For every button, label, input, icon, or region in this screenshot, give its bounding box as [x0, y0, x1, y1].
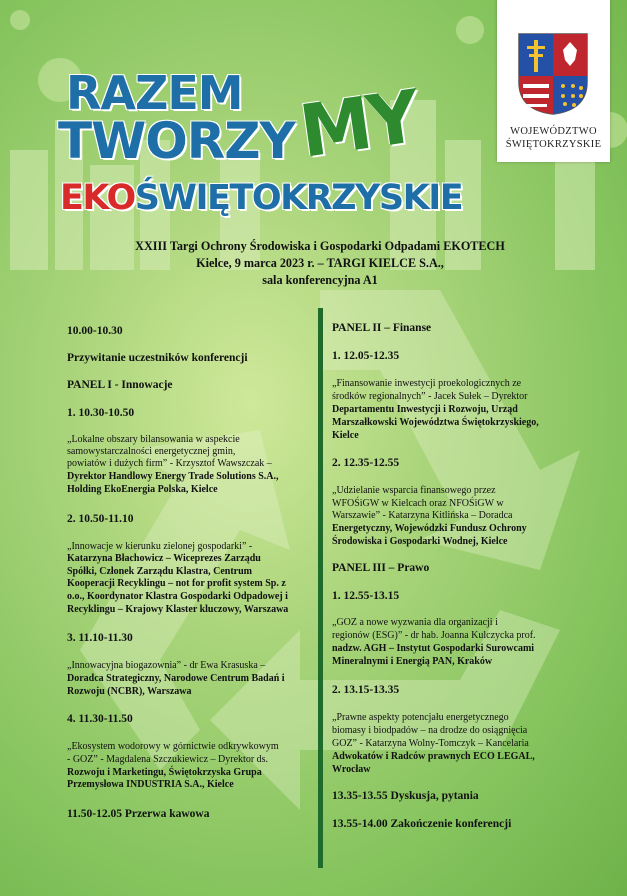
session2-line1: „Innowacje w kierunku zielonej gospodarki” - [67, 541, 253, 552]
subtitle-line2: Kielce, 9 marca 2023 r. – TARGI KIELCE S.A., [196, 256, 444, 270]
closing: 13.55-14.00 Zakończenie konferencji [332, 818, 512, 830]
panel2-session1-line4: Marszałkowski Województwa Świętokrzyskiego, [332, 417, 539, 428]
voivodeship-logo [497, 0, 610, 162]
panel3-session2-line1: „Prawne aspekty potencjału energetycznego [332, 712, 509, 723]
panel3-session2-time: 2. 13.15-13.35 [332, 684, 400, 696]
headline-line1: RAZEM [66, 66, 243, 120]
panel3-heading: PANEL III – Prawo [332, 562, 430, 574]
session1-line5: Holding EkoEnergia Polska, Kielce [67, 484, 218, 495]
panel2-session2-time: 2. 12.35-12.55 [332, 457, 400, 469]
logo-text-line1: WOJEWÓDZTWO [510, 126, 597, 137]
subtitle-line1: XXIII Targi Ochrony Środowiska i Gospodarki Odpadami EKOTECH [135, 239, 505, 253]
coffee-break: 11.50-12.05 Przerwa kawowa [67, 808, 210, 820]
session4-line3: Rozwoju i Marketingu, Świętokrzyska Grupa [67, 767, 262, 778]
coat-of-arms-icon [517, 32, 589, 116]
session4-line1: „Ekosystem wodorowy w górnictwie odkrywkowym [67, 741, 279, 752]
welcome-text: Przywitanie uczestników konferencji [67, 352, 248, 364]
discussion: 13.35-13.55 Dyskusja, pytania [332, 790, 479, 802]
session1-line1: „Lokalne obszary bilansowania w aspekcie [67, 434, 240, 445]
session3-line1: „Innowacyjna biogazownia” - dr Ewa Krasuska – [67, 660, 266, 671]
panel3-session1-line3: nadzw. AGH – Instytut Gospodarki Surowcami [332, 643, 535, 654]
panel3-session1-line1: „GOZ a nowe wyzwania dla organizacji i [332, 617, 498, 628]
session3-line2: Doradca Strategiczny, Narodowe Centrum Badań i [67, 673, 285, 684]
panel1-heading: PANEL I - Innowacje [67, 379, 173, 391]
session2-line4: Kooperacji Recyklingu – not for profit system Sp. z [67, 578, 286, 589]
subtitle-line3: sala konferencyjna A1 [262, 273, 378, 287]
panel3-session1-line4: Mineralnymi i Energią PAN, Kraków [332, 656, 493, 667]
session3-time: 3. 11.10-11.30 [67, 632, 133, 644]
session1-line2: samowystarczalności energetycznej gmin, [67, 446, 236, 457]
opening-time: 10.00-10.30 [67, 325, 123, 337]
panel2-session1-line5: Kielce [332, 430, 359, 441]
panel2-session1-time: 1. 12.05-12.35 [332, 350, 400, 362]
panel3-session2-line3: GOZ” - Katarzyna Wolny-Tomczyk – Kancelaria [332, 738, 529, 749]
headline-accent: MY [294, 74, 422, 174]
logo-text-line2: ŚWIĘTOKRZYSKIE [505, 139, 602, 150]
session2-line2: Katarzyna Błachowicz – Wiceprezes Zarządu [67, 553, 261, 564]
session4-line2: - GOZ” - Magdalena Szczukiewicz – Dyrektor ds. [67, 754, 269, 765]
panel3-session1-line2: regionów (ESG)” - dr hab. Joanna Kulczycka prof. [332, 630, 536, 641]
column-divider [318, 308, 323, 868]
panel3-session2-line4: Adwokatów i Radców prawnych ECO LEGAL, [332, 751, 535, 762]
panel2-heading: PANEL II – Finanse [332, 322, 432, 334]
session2-line5: o.o., Koordynator Klastra Gospodarki Odpadowej i [67, 591, 288, 602]
panel2-session2-line2: WFOŚiGW w Kielcach oraz NFOŚiGW w [332, 498, 504, 509]
session2-line6: Recyklingu – Krajowy Klaster kluczowy, Warszawa [67, 604, 289, 615]
panel2-session2-line3: Warszawie” - Katarzyna Kitlińska – Doradca [332, 510, 513, 521]
headline-region: ŚWIĘTOKRZYSKIE [134, 178, 463, 218]
headline-line3 [60, 178, 462, 218]
session4-time: 4. 11.30-11.50 [67, 713, 133, 725]
panel2-session2-line4: Energetyczny, Wojewódzki Fundusz Ochrony [332, 523, 527, 534]
headline-eko: EKO [60, 178, 135, 218]
panel2-session2-line5: Środowiska i Gospodarki Wodnej, Kielce [332, 536, 508, 547]
session1-line3: powiatów i dużych firm” - Krzysztof Wawszczak – [67, 458, 272, 469]
session2-time: 2. 10.50-11.10 [67, 513, 134, 525]
panel2-session2-line1: „Udzielanie wsparcia finansowego przez [332, 485, 496, 496]
headline-line2: TWORZY [58, 112, 295, 170]
panel2-session1-line1: „Finansowanie inwestycji proekologicznych ze [332, 378, 522, 389]
session3-line3: Rozwoju (NCBR), Warszawa [67, 686, 192, 697]
panel3-session1-time: 1. 12.55-13.15 [332, 590, 400, 602]
panel3-session2-line2: biomasy i biodpadów – na drodze do osiągnięcia [332, 725, 528, 736]
event-subtitle [100, 238, 540, 289]
panel2-session1-line3: Departamentu Inwestycji i Rozwoju, Urząd [332, 404, 518, 415]
session4-line4: Przemysłowa INDUSTRIA S.A., Kielce [67, 779, 234, 790]
session1-time: 1. 10.30-10.50 [67, 407, 135, 419]
session2-line3: Spółki, Członek Zarządu Klastra, Centrum [67, 566, 253, 577]
panel2-session1-line2: środków regionalnych” - Jacek Sułek – Dyrektor [332, 391, 528, 402]
panel3-session2-line5: Wrocław [332, 764, 371, 775]
session1-line4: Dyrektor Handlowy Energy Trade Solutions S.A., [67, 471, 279, 482]
